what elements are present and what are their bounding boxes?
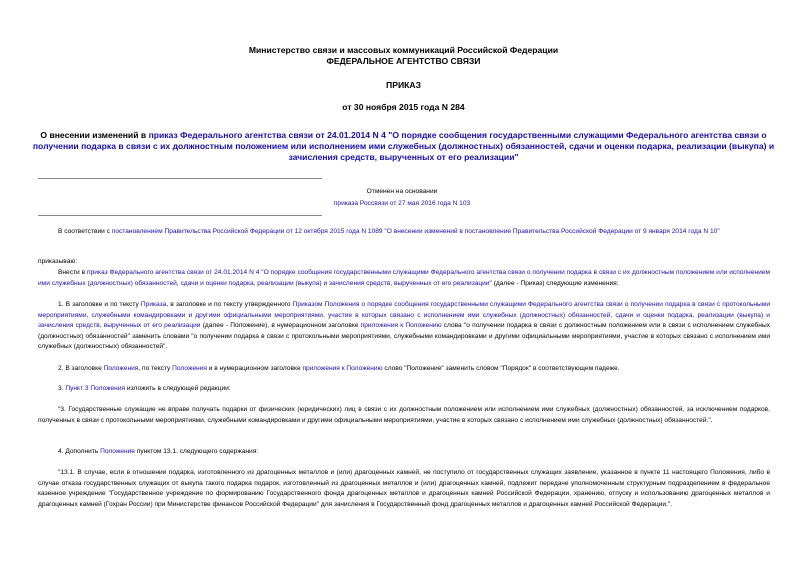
title-order-link[interactable]: приказ Федерального агентства связи от 24.01.2014 N 4 "О порядке сообщения государственными служащими Федерального агентства связи о получении подарка в связи с их должностным положением или исполнением ими служебных (должностных) обязанностей, сдачи и оценки подарка, реализации (выкупа) и зачисления средств, вырученных от его реализации" xyxy=(32,130,775,162)
paragraph-text: "13.1. В случае, если в отношении подарка, изготовленного из драгоценных металлов и (или) драгоценных камней, не поступило от государственных служащих заявление, указанное в пункте 11 настоящего Положения, либо в случае отказа государственных служащих от выкупа такого подарка подарок, изготовленный из драгоценных металлов и (или) драгоценных камней, подлежит передаче уполномоченным структурным подразделением в федеральное казенное учреждение "Государственное учреждение по формированию Государственного фонда драгоценных металлов и драгоценных камней Российской Федерации, хранению, отпуску и использованию драгоценных металлов и драгоценных камней (Гохран России) при Министерстве финансов Российской Федерации" для зачисления в Государственный фонд драгоценных металлов и драгоценных камней Российской Федерации.". xyxy=(38,469,770,508)
appendix-link[interactable]: приложения к Положению xyxy=(360,322,442,330)
paragraph-text: В соответствии с xyxy=(58,228,112,235)
government-decree-link[interactable]: постановлением Правительства Российской Федерации от 12 октября 2015 года N 1089 "О внесении изменений в постановление Правительства Российской Федерации от 9 января 2014 года N 10" xyxy=(111,228,720,235)
order-ref-link[interactable]: Приказа xyxy=(140,301,167,308)
paragraph-text: слово "Положение" заменить словом "Порядок" в соответствующем падеже. xyxy=(382,365,620,372)
paragraph-text: (далее - Приказ) следующие изменения: xyxy=(491,279,619,287)
regulation-text-link[interactable]: Положения xyxy=(172,365,207,372)
paragraph-basis xyxy=(38,227,770,238)
paragraph-text: 2. В заголовке xyxy=(58,365,104,372)
document-type: ПРИКАЗ xyxy=(386,80,421,90)
paragraph-text: 1. В заголовке и по тексту xyxy=(58,301,141,308)
paragraph-amend-intro xyxy=(38,268,770,289)
paragraph-item-4 xyxy=(38,447,770,458)
paragraph-text: (далее - Положение), в нумерационном заголовке xyxy=(200,322,361,330)
top-divider xyxy=(38,178,322,179)
agency-name: ФЕДЕРАЛЬНОЕ АГЕНТСТВО СВЯЗИ xyxy=(326,56,481,66)
paragraph-order: приказываю: xyxy=(38,258,78,265)
paragraph-text: Внести в xyxy=(58,269,88,276)
paragraph-text: и в нумерационном заголовке xyxy=(206,365,303,372)
paragraph-clause-3-text xyxy=(38,405,770,426)
regulation-add-link[interactable]: Положение xyxy=(100,448,135,455)
paragraph-item-3 xyxy=(38,384,770,395)
appendix-link-2[interactable]: приложения к Положению xyxy=(302,365,383,372)
regulation-title-link[interactable]: Положения xyxy=(103,365,139,372)
paragraph-clause-13-1-text xyxy=(38,468,770,510)
bottom-divider xyxy=(38,215,322,216)
paragraph-text: слова "о получении подарка в связи с должностным положением или в связи с исполнением служебных (должностных) обязанностей" заменить словами "о получении подарка в связи с протокольными мероприятиями, служебными командировками и другими официальными мероприятиями, участие в которых связано с исполнением ими служебных (должностных) обязанностей". xyxy=(38,322,770,351)
cancel-note-line1: Отменен на основании xyxy=(366,188,438,195)
document-date-number: от 30 ноября 2015 года N 284 xyxy=(342,102,465,112)
document-title xyxy=(30,130,777,163)
regulation-link[interactable]: Приказом Положения о порядке сообщения государственными служащими Федерального агентства связи о получении подарка в связи с протокольными мероприятиями, служебными командировками и другими официальными мероприятиями, участие в которых связано с исполнением ими служебных (должностных) обязанностей, сдачи и оценки подарка, реализации (выкупа) и зачисления средств, вырученных от его реализации xyxy=(38,301,771,330)
ministry-name: Министерство связи и массовых коммуникаций Российской Федерации xyxy=(248,45,559,55)
paragraph-text: 4. Дополнить xyxy=(58,448,101,455)
clause-3-link[interactable]: Пункт 3 Положения xyxy=(65,385,126,392)
title-prefix: О внесении изменений в xyxy=(40,130,149,140)
paragraph-text: , в заголовке и по тексту утвержденного xyxy=(166,301,293,308)
paragraph-text: , по тексту xyxy=(138,365,173,372)
cancel-note-line2 xyxy=(322,199,482,209)
paragraph-text: изложить в следующей редакции: xyxy=(125,385,231,392)
paragraph-item-2 xyxy=(38,364,770,375)
paragraph-text: 3. xyxy=(58,385,66,392)
cancel-order-link[interactable]: приказа Россвязи от 27 мая 2016 года N 103 xyxy=(333,200,471,207)
paragraph-text: "3. Государственные служащие не вправе получать подарки от физических (юридических) лиц в связи с их должностным положением или исполнением ими служебных (должностных) обязанностей, за исключением подарков, полученных в связи с протокольными мероприятиями, служебными командировками и другими официальными мероприятиями, участие в которых связано с исполнением ими служебных (должностных) обязанностей.". xyxy=(38,406,770,424)
paragraph-text: пунктом 13.1. следующего содержания: xyxy=(134,448,259,455)
paragraph-item-1 xyxy=(38,300,770,353)
order-link[interactable]: приказ Федерального агентства связи от 24.01.2014 N 4 "О порядке сообщения государственными служащими Федерального агентства связи о получении подарка в связи с их должностным положением или исполнением ими служебных (должностных) обязанностей, сдачи и оценки подарка, реализации (выкупа) и зачисления средств, вырученных от его реализации" xyxy=(38,269,771,287)
